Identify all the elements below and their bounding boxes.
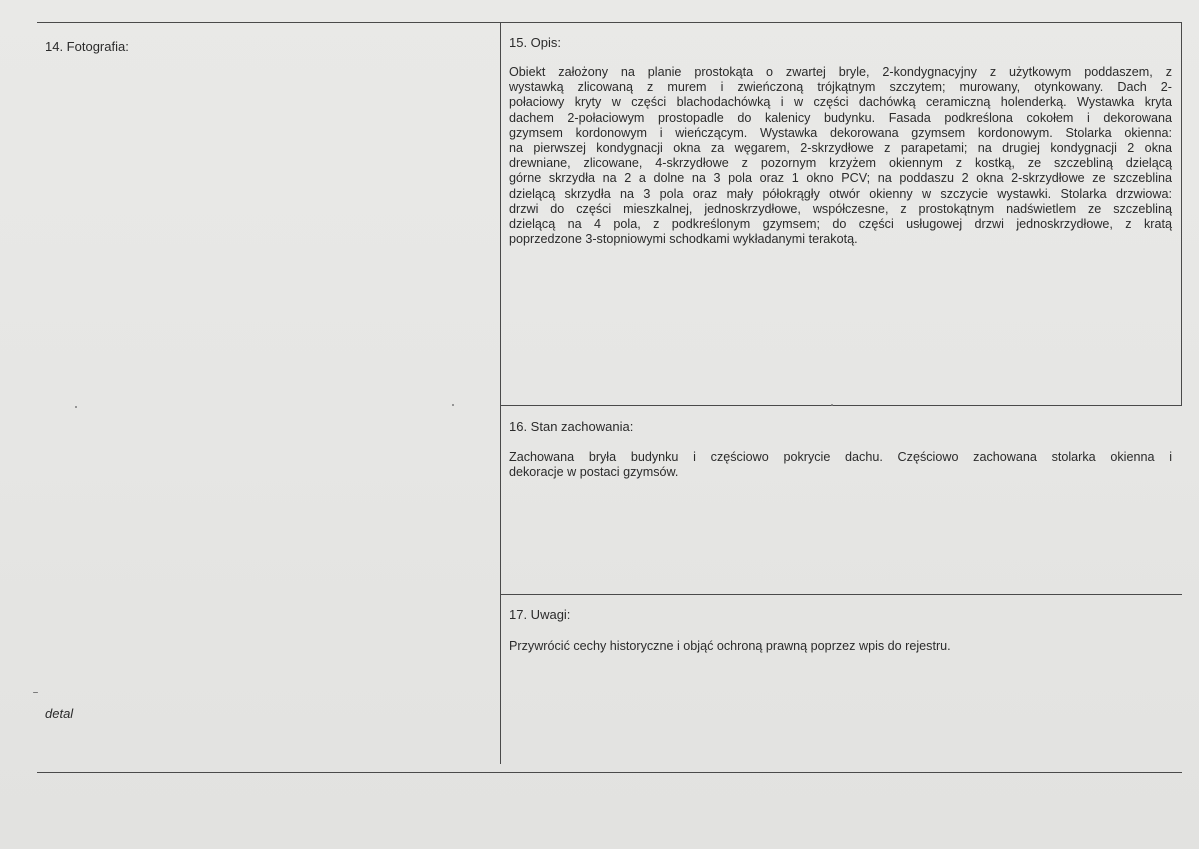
- scan-speck: [33, 692, 38, 693]
- remarks-text: [509, 639, 1172, 654]
- description-line: poprzedzone 3-stopniowymi schodkami wykładanymi terakotą.: [509, 232, 858, 247]
- section-divider-15-16: [500, 405, 1182, 406]
- description-line: połaciowy kryty w części blachodachówką i w części dachówką ceramiczną holenderką. Wystawka kryta: [509, 95, 1172, 110]
- condition-line: Zachowana bryła budynku i częściowo pokrycie dachu. Częściowo zachowana stolarka okienna i: [509, 450, 1172, 464]
- description-line: wystawką zlicowaną z murem i zwieńczoną trójkątnym szczytem; murowany, otynkowany. Dach 2-: [509, 80, 1172, 95]
- scan-speck: [452, 404, 454, 406]
- condition-heading: 16. Stan zachowania:: [509, 419, 634, 434]
- right-border-upper: [1181, 22, 1182, 405]
- description-line: Obiekt założony na planie prostokąta o zwartej bryle, 2-kondygnacyjny z użytkowym poddaszem, z: [509, 65, 1172, 79]
- bottom-border: [37, 772, 1182, 773]
- description-line: gzymsem kordonowym i wieńczącym. Wystawka dekorowana gzymsem kordonowym. Stolarka okienna:: [509, 125, 1172, 140]
- section-divider-16-17: [500, 594, 1182, 595]
- condition-text: [509, 450, 1172, 480]
- description-line: dachem 2-połaciowym prostopadle do kalenicy budynku. Fasada podkreślona cokołem i dekorowana: [509, 110, 1172, 125]
- description-heading: 15. Opis:: [509, 35, 562, 50]
- remarks-line: Przywrócić cechy historyczne i objąć ochroną prawną poprzez wpis do rejestru.: [509, 639, 951, 653]
- top-border: [37, 22, 1182, 23]
- description-line: drewniane, zlicowane, 4-skrzydłowe z pozornym krzyżem okiennym z kostką, ze szczebliną dzielącą: [509, 156, 1172, 171]
- description-line: dzielącą na 4 pola, z podkreślonym gzymsem; do części usługowej drzwi jednoskrzydłowe, z kratą: [509, 217, 1172, 232]
- condition-line: dekoracje w postaci gzymsów.: [509, 465, 679, 480]
- description-text: [509, 65, 1172, 247]
- remarks-heading: 17. Uwagi:: [509, 607, 571, 622]
- photo-caption: detal: [45, 706, 74, 721]
- column-divider: [500, 22, 501, 764]
- photo-heading: 14. Fotografia:: [45, 39, 129, 54]
- description-line: dzielącą skrzydła na 3 pola oraz mały półokrągły otwór okienny w szczycie wystawki. Stolarka drzwiowa:: [509, 186, 1172, 201]
- scan-speck: [831, 404, 833, 406]
- scan-speck: [75, 406, 77, 408]
- description-line: na pierwszej kondygnacji okna za węgarem, 2-skrzydłowe z parapetami; na drugiej kondygnacji 2 okna: [509, 141, 1172, 156]
- description-line: górne skrzydła na 2 a dolne na 3 pola oraz 1 okno PCV; na poddaszu 2 okna 2-skrzydłowe ze szczeblina: [509, 171, 1172, 186]
- description-line: drzwi do części mieszkalnej, jednoskrzydłowe, współczesne, z prostokątnym nadświetlem ze szczebliną: [509, 201, 1172, 216]
